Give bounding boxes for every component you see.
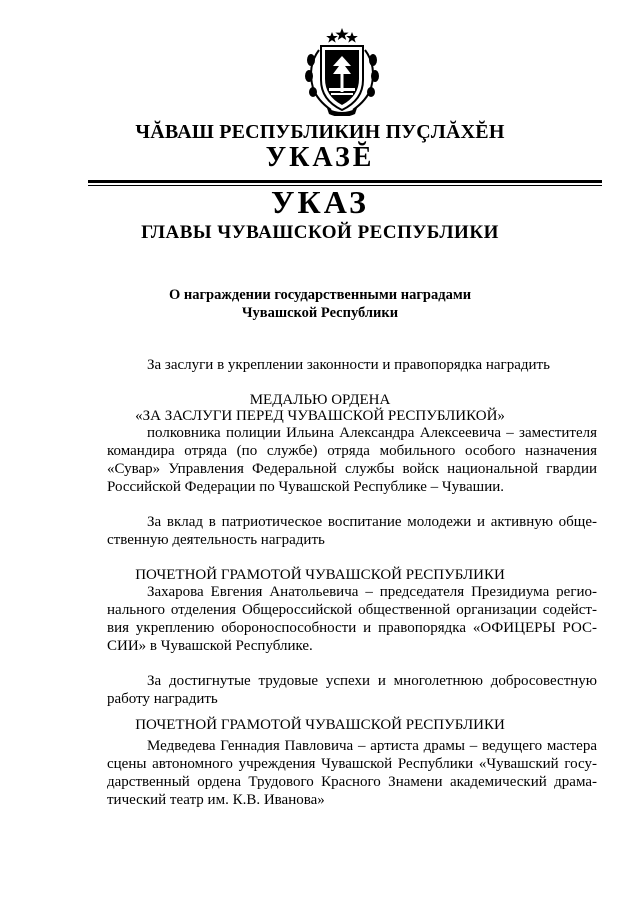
section2-award-line1: ПОЧЕТНОЙ ГРАМОТОЙ ЧУВАШСКОЙ РЕСПУБЛИКИ (135, 567, 505, 583)
header-russian-line1: УКАЗ (271, 184, 369, 220)
header-chuvash-line1: ЧĂВАШ РЕСПУБЛИКИН ПУÇЛĂХĔН (135, 121, 505, 143)
section1-recipient-line3: «Сувар» Управления Федеральной службы войск национальной гвардии (107, 461, 597, 477)
section1-intro-line1: За заслуги в укреплении законности и правопорядка наградить (147, 357, 550, 373)
section2-recipient-line2: нального отделения Общероссийской общественной организации содейст- (107, 602, 597, 618)
subject-line1: О награждении государственными наградами (168, 287, 472, 303)
section1-recipient-line1: полковника полиции Ильина Александра Алексеевича – заместителя (147, 425, 597, 441)
section3-intro-line1: За достигнутые трудовые успехи и многолетнюю добросовестную (147, 673, 597, 689)
section3-award-line1: ПОЧЕТНОЙ ГРАМОТОЙ ЧУВАШСКОЙ РЕСПУБЛИКИ (135, 717, 505, 733)
section3-intro-line2: работу наградить (107, 691, 218, 707)
header-divider-thick (88, 180, 602, 183)
section1-recipient-line2: командира отряда (по службе) отряда мобильного особого назначения (107, 443, 597, 459)
section2-recipient-line3: вия укреплению обороноспособности и правопорядка «ОФИЦЕРЫ РОС- (107, 620, 597, 636)
section2-intro-line1: За вклад в патриотическое воспитание молодежи и активную обще- (147, 514, 597, 530)
section1-award-line1: МЕДАЛЬЮ ОРДЕНА (249, 392, 391, 408)
section2-intro-line2: ственную деятельность наградить (107, 532, 325, 548)
section1-award-line2: «ЗА ЗАСЛУГИ ПЕРЕД ЧУВАШСКОЙ РЕСПУБЛИКОЙ» (135, 408, 505, 424)
document-subject (0, 286, 640, 322)
subject-line2: Чувашской Республики (241, 305, 399, 321)
section2-recipient-line4: СИИ» в Чувашской Республике. (107, 638, 313, 654)
header-chuvash-line2: УКАЗĔ (265, 142, 375, 173)
chuvash-emblem-icon (299, 26, 385, 116)
section3-recipient-line2: сцены автономного учреждения Чувашской Республики «Чувашский госу- (107, 756, 597, 772)
section3-recipient-line1: Медведева Геннадия Павловича – артиста драмы – ведущего мастера (147, 738, 597, 754)
section3-recipient-line3: дарственный ордена Трудового Красного Знамени академический драма- (107, 774, 597, 790)
section3-recipient-line4: тический театр им. К.В. Иванова» (107, 792, 325, 808)
section1-recipient-line4: Российской Федерации по Чувашской Республике – Чувашии. (107, 479, 504, 495)
section2-recipient-line1: Захарова Евгения Анатольевича – председателя Президиума регио- (147, 584, 597, 600)
header-russian-line2: ГЛАВЫ ЧУВАШСКОЙ РЕСПУБЛИКИ (141, 222, 499, 243)
